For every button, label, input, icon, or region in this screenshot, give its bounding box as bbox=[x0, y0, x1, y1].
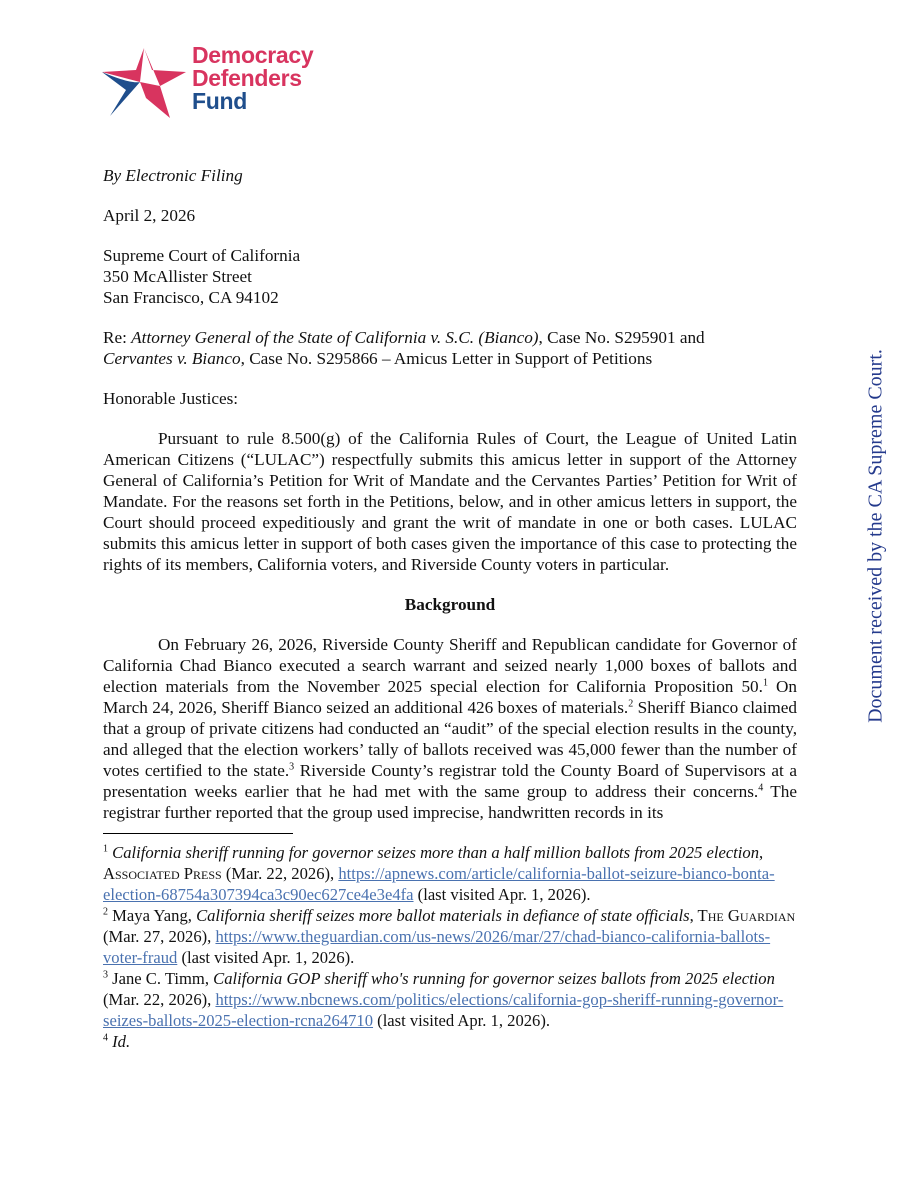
footnote-2-author: Maya Yang, bbox=[112, 906, 197, 925]
background-sentence-4: Riverside County’s registrar told the County Board of Supervisors at a presentation weeks earlier that he had met with the same group to address their concerns. bbox=[103, 761, 797, 801]
footnote-1 bbox=[103, 842, 797, 905]
footnote-ref-1[interactable]: 1 bbox=[762, 677, 768, 689]
footnote-1-title: California sheriff running for governor seizes more than a half million ballots from 2025 election bbox=[112, 843, 759, 862]
salutation: Honorable Justices: bbox=[103, 389, 239, 408]
letter-date: April 2, 2026 bbox=[103, 206, 196, 225]
footnote-ref-2[interactable]: 2 bbox=[628, 698, 634, 710]
footnote-3-link[interactable]: https://www.nbcnews.com/politics/elections/california-gop-sheriff-running-governor-seizes-ballots-2025-election-rcna264710 bbox=[103, 990, 784, 1030]
footnote-3 bbox=[103, 968, 797, 1031]
filing-method: By Electronic Filing bbox=[103, 166, 243, 185]
footnote-2 bbox=[103, 905, 797, 968]
background-heading: Background bbox=[404, 595, 496, 614]
footnote-ref-4[interactable]: 4 bbox=[758, 782, 764, 794]
logo-wordmark bbox=[192, 44, 313, 113]
case1-name: Attorney General of the State of California v. S.C. (Bianco) bbox=[131, 328, 539, 347]
footnote-2-date: (Mar. 27, 2026), bbox=[103, 927, 216, 946]
footnote-divider bbox=[103, 833, 293, 834]
re-line bbox=[103, 327, 797, 369]
background-sentence-2: On March 24, 2026, Sheriff Bianco seized an additional 426 boxes of materials. bbox=[103, 677, 797, 717]
footnote-3-author: Jane C. Timm, bbox=[112, 969, 214, 988]
footnote-ref-3[interactable]: 3 bbox=[289, 761, 295, 773]
court-received-stamp: Document received by the CA Supreme Court. bbox=[864, 349, 887, 723]
footnote-3-visited: (last visited Apr. 1, 2026). bbox=[373, 1011, 551, 1030]
footnote-2-title: California sheriff seizes more ballot materials in defiance of state officials bbox=[196, 906, 690, 925]
case1-number: , Case No. S295901 and bbox=[538, 328, 705, 347]
star-logo-icon bbox=[100, 40, 192, 120]
footnote-4-text: Id. bbox=[112, 1032, 131, 1051]
address-line2: 350 McAllister Street bbox=[103, 267, 252, 286]
footnote-2-visited: (last visited Apr. 1, 2026). bbox=[177, 948, 355, 967]
re-prefix: Re: bbox=[103, 328, 132, 347]
background-paragraph bbox=[103, 634, 797, 823]
footnote-2-number: 2 bbox=[103, 906, 108, 918]
footnote-1-number: 1 bbox=[103, 843, 108, 855]
case2-number: , Case No. S295866 – Amicus Letter in Support of Petitions bbox=[240, 349, 653, 368]
footnote-1-link[interactable]: https://apnews.com/article/california-ballot-seizure-bianco-bonta-election-68754a307394ca3c90ec627ce4e3e4fa bbox=[103, 864, 775, 904]
logo-line2: Defenders bbox=[192, 65, 302, 91]
footnote-1-source: , Associated Press bbox=[103, 843, 764, 883]
intro-paragraph: Pursuant to rule 8.500(g) of the California Rules of Court, the League of United Latin American Citizens (“LULAC”) respectfully submits this amicus letter in support of the Attorney General of California’s Petition for Writ of Mandate and the Cervantes Parties’ Petition for Writ of Mandate. For the reasons set forth in the Petitions, below, and in other amicus letters in support, the Court should proceed expeditiously and grant the writ of mandate in one or both cases. LULAC submits this amicus letter in support of both cases given the importance of this case to protecting the rights of its members, California voters, and Riverside County voters in particular. bbox=[103, 429, 797, 574]
footnote-3-number: 3 bbox=[103, 969, 108, 981]
footnote-1-date: (Mar. 22, 2026), bbox=[221, 864, 339, 883]
logo bbox=[100, 40, 350, 122]
address-line3: San Francisco, CA 94102 bbox=[103, 288, 279, 307]
case2-name: Cervantes v. Bianco bbox=[103, 349, 241, 368]
footnote-2-source: , The Guardian bbox=[689, 906, 796, 925]
background-sentence-5: The registrar further reported that the group used imprecise, handwritten records in its bbox=[103, 782, 797, 822]
logo-line3: Fund bbox=[192, 88, 247, 114]
footnote-3-title: California GOP sheriff who's running for governor seizes ballots from 2025 election bbox=[213, 969, 775, 988]
letter-body bbox=[103, 165, 797, 1052]
footnote-4 bbox=[103, 1031, 797, 1052]
background-sentence-3: Sheriff Bianco claimed that a group of private citizens had conducted an “audit” of the special election results in the county, and alleged that the election workers’ tally of ballots received was 45,000 fewer than the number of votes certified to the state. bbox=[103, 698, 798, 780]
footnote-2-link[interactable]: https://www.theguardian.com/us-news/2026/mar/27/chad-bianco-california-ballots-voter-fraud bbox=[103, 927, 771, 967]
logo-line1: Democracy bbox=[192, 42, 314, 68]
recipient-address bbox=[103, 245, 797, 308]
address-line1: Supreme Court of California bbox=[103, 246, 301, 265]
footnote-3-date: (Mar. 22, 2026), bbox=[103, 990, 216, 1009]
footnote-4-number: 4 bbox=[103, 1032, 108, 1044]
background-sentence-1: On February 26, 2026, Riverside County Sheriff and Republican candidate for Governor of California Chad Bianco executed a search warrant and seized nearly 1,000 boxes of ballots and election materials from the November 2025 special election for California Proposition 50. bbox=[103, 635, 797, 696]
footnote-1-visited: (last visited Apr. 1, 2026). bbox=[413, 885, 591, 904]
